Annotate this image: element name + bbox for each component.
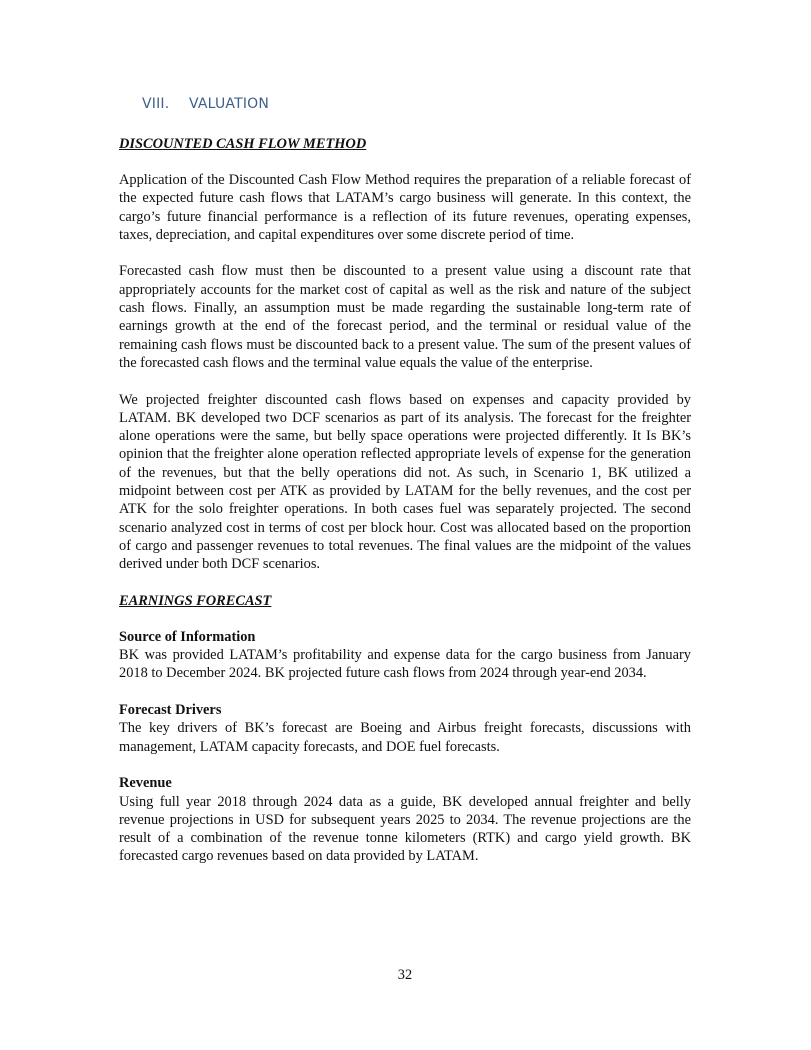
dcf-paragraph-3: We projected freighter discounted cash flows based on expenses and capacity provided by LATAM. BK developed two DCF scenarios as part of its analysis. The forecast for the freighter alone operations were the same, but belly space operations were projected differently. It Is BK’s opinion that the freighter alone operation reflected appropriate levels of expense for the generation of the revenues, but that the belly operations did not. As such, in Scenario 1, BK utilized a midpoint between cost per ATK as provided by LATAM for the belly revenues, and the cost per ATK for the solo freighter operations. In both cases fuel was separately projected. The second scenario analyzed cost in terms of cost per block hour. Cost was allocated based on the proportion of cargo and passenger revenues to total revenues. The final values are the midpoint of the values derived under both DCF scenarios. [119,391,691,573]
section-number: VIII. [142,96,170,112]
page-content [119,135,691,866]
earnings-heading: EARNINGS FORECAST [119,592,272,609]
document-page [119,0,691,1050]
source-label: Source of Information [119,628,256,645]
source-text: BK was provided LATAM’s profitability and expense data for the cargo business from January 2018 to December 2024. BK projected future cash flows from 2024 through year-end 2034. [119,647,691,682]
revenue-label: Revenue [119,775,172,792]
drivers-text: The key drivers of BK’s forecast are Boeing and Airbus freight forecasts, discussions with management, LATAM capacity forecasts, and DOE fuel forecasts. [119,720,691,755]
page-number: 32 [397,967,413,983]
section-heading [142,96,269,112]
revenue-text: Using full year 2018 through 2024 data as a guide, BK developed annual freighter and belly revenue projections in USD for subsequent years 2025 to 2034. The revenue projections are the result of a combination of the revenue tonne kilometers (RTK) and cargo yield growth. BK forecasted cargo revenues based on data provided by LATAM. [119,793,691,865]
dcf-paragraph-1: Application of the Discounted Cash Flow Method requires the preparation of a reliable forecast of the expected future cash flows that LATAM’s cargo business will generate. In this context, the cargo’s future financial performance is a reflection of its future revenues, operating expenses, taxes, depreciation, and capital expenditures over some discrete period of time. [119,172,691,243]
dcf-heading: DISCOUNTED CASH FLOW METHOD [119,136,367,152]
drivers-label: Forecast Drivers [119,702,222,719]
section-title: VALUATION [189,96,270,112]
dcf-paragraph-2: Forecasted cash flow must then be discounted to a present value using a discount rate that appropriately accounts for the market cost of capital as well as the risk and nature of the subject cash flows. Finally, an assumption must be made regarding the sustainable long-term rate of earnings growth at the end of the forecast period, and the terminal or residual value of the remaining cash flows must be discounted back to a present value. The sum of the present values of the forecasted cash flows and the terminal value equals the value of the enterprise. [119,263,691,371]
